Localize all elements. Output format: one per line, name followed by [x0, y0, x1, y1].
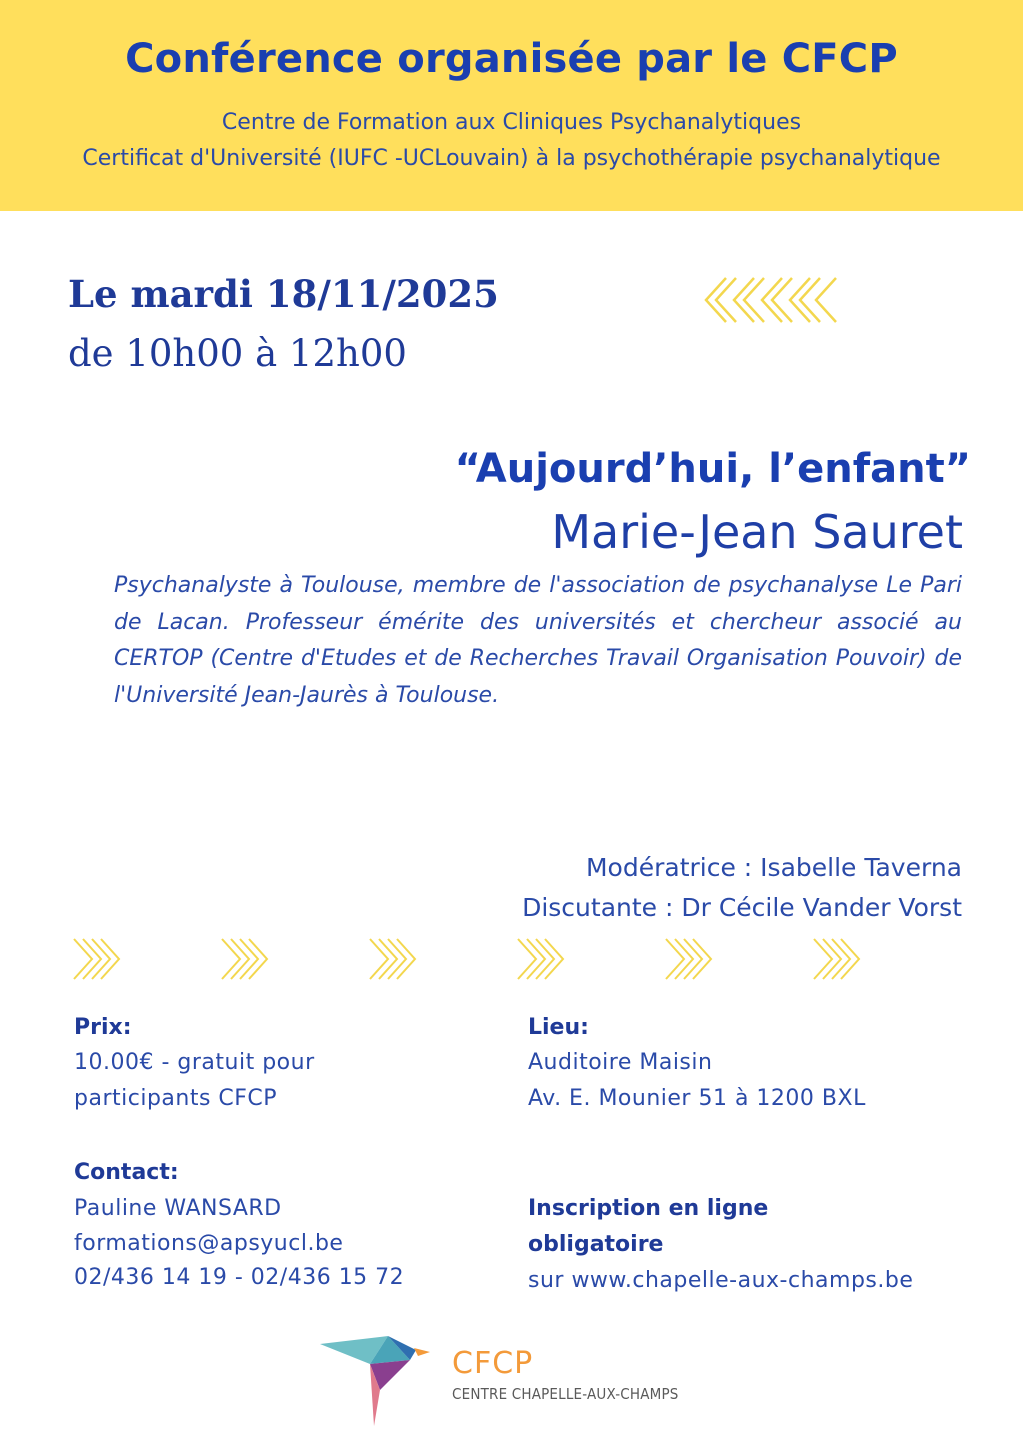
- chevrons-left-icon: [704, 276, 844, 326]
- event-date: Le mardi 18/11/2025: [68, 272, 499, 316]
- chevrons-right-icon: [70, 935, 950, 985]
- event-time: de 10h00 à 12h00: [68, 332, 407, 375]
- header-banner: [0, 0, 1023, 211]
- registration-required: obligatoire: [528, 1232, 664, 1257]
- discussant: Discutante : Dr Cécile Vander Vorst: [522, 893, 962, 922]
- speaker-bio: Psychanalyste à Toulouse, membre de l'association de psychanalyse Le Pari de Lacan. Professeur émérite des universités et chercheur associé au CERTOP (Centre d'Etudes et de Recherches Travail Organisation Pouvoir) de l'Université Jean-Jaurès à Toulouse.: [114, 573, 962, 708]
- contact-name: Pauline WANSARD: [74, 1196, 282, 1221]
- logo-subtitle: CENTRE CHAPELLE-AUX-CHAMPS: [452, 1385, 679, 1403]
- price-label: Prix:: [74, 1015, 132, 1040]
- talk-title: “Aujourd’hui, l’enfant”: [454, 446, 971, 492]
- contact-label: Contact:: [74, 1160, 179, 1185]
- speaker-name: Marie-Jean Sauret: [551, 505, 963, 559]
- header-subtitle-centre: Centre de Formation aux Cliniques Psychanalytiques: [221, 110, 802, 135]
- venue-line1: Auditoire Maisin: [528, 1050, 713, 1075]
- logo-name: CFCP: [452, 1346, 534, 1381]
- cfcp-bird-logo-icon: [318, 1330, 438, 1430]
- venue-line2: Av. E. Mounier 51 à 1200 BXL: [528, 1086, 866, 1111]
- contact-email[interactable]: formations@apsyucl.be: [74, 1231, 344, 1256]
- registration-url[interactable]: sur www.chapelle-aux-champs.be: [528, 1268, 914, 1293]
- contact-phone: 02/436 14 19 - 02/436 15 72: [74, 1265, 405, 1290]
- header-subtitle-certificate: Certificat d'Université (IUFC -UCLouvain) à la psychothérapie psychanalytique: [82, 146, 941, 171]
- conference-title: Conférence organisée par le CFCP: [125, 36, 898, 82]
- price-line2: participants CFCP: [74, 1086, 278, 1111]
- price-line1: 10.00€ - gratuit pour: [74, 1050, 315, 1075]
- registration-label: Inscription en ligne: [528, 1196, 769, 1221]
- venue-label: Lieu:: [528, 1015, 589, 1040]
- moderator: Modératrice : Isabelle Taverna: [585, 853, 962, 882]
